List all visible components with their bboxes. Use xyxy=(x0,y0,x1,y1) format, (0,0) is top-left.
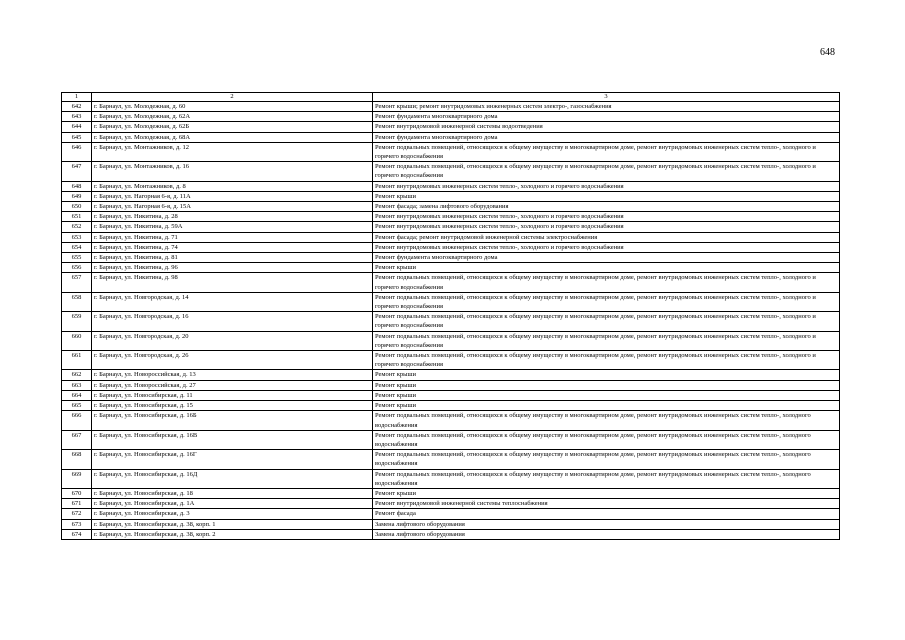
table-row xyxy=(62,430,840,449)
row-number-cell: 667 xyxy=(62,430,92,449)
row-number-cell: 645 xyxy=(62,132,92,142)
work-type-cell: Ремонт внутридомовой инженерной системы теплоснабжения xyxy=(373,499,840,509)
table-row xyxy=(62,292,840,311)
work-type-cell: Ремонт фундамента многоквартирного дома xyxy=(373,112,840,122)
work-type-cell: Ремонт крыши xyxy=(373,488,840,498)
address-cell: г. Барнаул, ул. Никитина, д. 74 xyxy=(92,242,373,252)
table-row xyxy=(62,181,840,191)
row-number-cell: 647 xyxy=(62,162,92,181)
address-cell: г. Барнаул, ул. Новгородская, д. 20 xyxy=(92,331,373,350)
table-row xyxy=(62,222,840,232)
address-cell: г. Барнаул, ул. Нагорная 6-я, д. 15А xyxy=(92,202,373,212)
row-number-cell: 654 xyxy=(62,242,92,252)
row-number-cell: 648 xyxy=(62,181,92,191)
work-type-cell: Ремонт внутридомовых инженерных систем тепло-, холодного и горячего водоснабжения xyxy=(373,181,840,191)
row-number-cell: 659 xyxy=(62,312,92,331)
work-type-cell: Ремонт внутридомовых инженерных систем тепло-, холодного и горячего водоснабжения xyxy=(373,212,840,222)
work-type-cell: Ремонт внутридомовых инженерных систем тепло-, холодного и горячего водоснабжения xyxy=(373,242,840,252)
work-type-cell: Ремонт подвальных помещений, относящихся к общему имуществу в многоквартирном доме, ремонт внутридомовых инженерных систем тепло-, холодного и горячего водоснабжения xyxy=(373,162,840,181)
table-row xyxy=(62,132,840,142)
table-row xyxy=(62,212,840,222)
address-cell: г. Барнаул, ул. Новосибирская, д. 38, корп. 2 xyxy=(92,529,373,539)
column-header-1: 1 xyxy=(62,93,92,102)
table-body xyxy=(62,102,840,540)
address-cell: г. Барнаул, ул. Молодежная, д. 62Б xyxy=(92,122,373,132)
row-number-cell: 643 xyxy=(62,112,92,122)
work-type-cell: Ремонт фасада; замена лифтового оборудования xyxy=(373,202,840,212)
work-type-cell: Ремонт подвальных помещений, относящихся к общему имуществу в многоквартирном доме, ремонт внутридомовых инженерных систем тепло-, холодного и горячего водоснабжения xyxy=(373,312,840,331)
address-cell: г. Барнаул, ул. Новосибирская, д. 38, корп. 1 xyxy=(92,519,373,529)
work-type-cell: Ремонт фасада xyxy=(373,509,840,519)
table-row xyxy=(62,162,840,181)
row-number-cell: 662 xyxy=(62,370,92,380)
table-row xyxy=(62,253,840,263)
address-cell: г. Барнаул, ул. Монтажников, д. 12 xyxy=(92,142,373,161)
work-type-cell: Ремонт подвальных помещений, относящихся к общему имуществу в многоквартирном доме, ремонт внутридомовых инженерных систем тепло-, холодного водоснабжения xyxy=(373,430,840,449)
address-cell: г. Барнаул, ул. Новосибирская, д. 18 xyxy=(92,488,373,498)
table-row xyxy=(62,122,840,132)
row-number-cell: 656 xyxy=(62,263,92,273)
address-cell: г. Барнаул, ул. Новосибирская, д. 16Г xyxy=(92,450,373,469)
work-type-cell: Ремонт подвальных помещений, относящихся к общему имуществу в многоквартирном доме, ремонт внутридомовых инженерных систем тепло-, холодного водоснабжения xyxy=(373,469,840,488)
row-number-cell: 658 xyxy=(62,292,92,311)
address-cell: г. Барнаул, ул. Новосибирская, д. 15 xyxy=(92,401,373,411)
address-cell: г. Барнаул, ул. Никитина, д. 71 xyxy=(92,232,373,242)
work-type-cell: Ремонт подвальных помещений, относящихся к общему имуществу в многоквартирном доме, ремонт внутридомовых инженерных систем тепло-, холодного водоснабжения xyxy=(373,450,840,469)
row-number-cell: 653 xyxy=(62,232,92,242)
row-number-cell: 652 xyxy=(62,222,92,232)
address-cell: г. Барнаул, ул. Монтажников, д. 16 xyxy=(92,162,373,181)
address-cell: г. Барнаул, ул. Молодежная, д. 60 xyxy=(92,102,373,112)
row-number-cell: 650 xyxy=(62,202,92,212)
work-type-cell: Ремонт подвальных помещений, относящихся к общему имуществу в многоквартирном доме, ремонт внутридомовых инженерных систем тепло-, холодного водоснабжения xyxy=(373,411,840,430)
table-row xyxy=(62,191,840,201)
row-number-cell: 669 xyxy=(62,469,92,488)
table-row xyxy=(62,401,840,411)
work-type-cell: Ремонт подвальных помещений, относящихся к общему имуществу в многоквартирном доме, ремонт внутридомовых инженерных систем тепло-, холодного и горячего водоснабжения xyxy=(373,292,840,311)
work-type-cell: Ремонт подвальных помещений, относящихся к общему имуществу в многоквартирном доме, ремонт внутридомовых инженерных систем тепло-, холодного и горячего водоснабжения xyxy=(373,142,840,161)
table-row xyxy=(62,202,840,212)
address-cell: г. Барнаул, ул. Никитина, д. 96 xyxy=(92,263,373,273)
work-type-cell: Ремонт подвальных помещений, относящихся к общему имуществу в многоквартирном доме, ремонт внутридомовых инженерных систем тепло-, холодного и горячего водоснабжения xyxy=(373,351,840,370)
table-row xyxy=(62,390,840,400)
work-type-cell: Ремонт внутридомовой инженерной системы водоотведения xyxy=(373,122,840,132)
work-type-cell: Ремонт подвальных помещений, относящихся к общему имуществу в многоквартирном доме, ремонт внутридомовых инженерных систем тепло-, холодного и горячего водоснабжения xyxy=(373,331,840,350)
table-row xyxy=(62,370,840,380)
table-row xyxy=(62,411,840,430)
table-row xyxy=(62,242,840,252)
address-cell: г. Барнаул, ул. Новороссийская, д. 13 xyxy=(92,370,373,380)
table-row xyxy=(62,519,840,529)
address-cell: г. Барнаул, ул. Новосибирская, д. 11 xyxy=(92,390,373,400)
work-type-cell: Ремонт крыши; ремонт внутридомовых инженерных систем электро-, газоснабжения xyxy=(373,102,840,112)
row-number-cell: 674 xyxy=(62,529,92,539)
table-row xyxy=(62,102,840,112)
table-row xyxy=(62,263,840,273)
work-type-cell: Ремонт фасада; ремонт внутридомовой инженерной системы электроснабжения xyxy=(373,232,840,242)
work-type-cell: Замена лифтового оборудования xyxy=(373,519,840,529)
address-cell: г. Барнаул, ул. Новосибирская, д. 16Б xyxy=(92,411,373,430)
row-number-cell: 660 xyxy=(62,331,92,350)
row-number-cell: 661 xyxy=(62,351,92,370)
repair-table xyxy=(61,92,840,540)
table-row xyxy=(62,351,840,370)
table-row xyxy=(62,509,840,519)
column-header-2: 2 xyxy=(92,93,373,102)
table-row xyxy=(62,450,840,469)
address-cell: г. Барнаул, ул. Молодежная, д. 62А xyxy=(92,112,373,122)
work-type-cell: Ремонт подвальных помещений, относящихся к общему имуществу в многоквартирном доме, ремонт внутридомовых инженерных систем тепло-, холодного и горячего водоснабжения xyxy=(373,273,840,292)
table-row xyxy=(62,380,840,390)
row-number-cell: 670 xyxy=(62,488,92,498)
row-number-cell: 663 xyxy=(62,380,92,390)
address-cell: г. Барнаул, ул. Новгородская, д. 14 xyxy=(92,292,373,311)
address-cell: г. Барнаул, ул. Монтажников, д. 8 xyxy=(92,181,373,191)
row-number-cell: 673 xyxy=(62,519,92,529)
address-cell: г. Барнаул, ул. Новгородская, д. 26 xyxy=(92,351,373,370)
work-type-cell: Ремонт крыши xyxy=(373,401,840,411)
row-number-cell: 646 xyxy=(62,142,92,161)
address-cell: г. Барнаул, ул. Никитина, д. 28 xyxy=(92,212,373,222)
table-row xyxy=(62,273,840,292)
table-header-row xyxy=(62,93,840,102)
row-number-cell: 671 xyxy=(62,499,92,509)
table-row xyxy=(62,469,840,488)
row-number-cell: 666 xyxy=(62,411,92,430)
table-row xyxy=(62,529,840,539)
table-row xyxy=(62,488,840,498)
address-cell: г. Барнаул, ул. Никитина, д. 81 xyxy=(92,253,373,263)
row-number-cell: 655 xyxy=(62,253,92,263)
row-number-cell: 665 xyxy=(62,401,92,411)
table-row xyxy=(62,112,840,122)
work-type-cell: Ремонт крыши xyxy=(373,263,840,273)
address-cell: г. Барнаул, ул. Нагорная 6-я, д. 11А xyxy=(92,191,373,201)
address-cell: г. Барнаул, ул. Новосибирская, д. 16В xyxy=(92,430,373,449)
address-cell: г. Барнаул, ул. Новосибирская, д. 16Д xyxy=(92,469,373,488)
row-number-cell: 672 xyxy=(62,509,92,519)
work-type-cell: Ремонт фундамента многоквартирного дома xyxy=(373,253,840,263)
row-number-cell: 651 xyxy=(62,212,92,222)
row-number-cell: 657 xyxy=(62,273,92,292)
address-cell: г. Барнаул, ул. Молодежная, д. 68А xyxy=(92,132,373,142)
row-number-cell: 668 xyxy=(62,450,92,469)
work-type-cell: Ремонт крыши xyxy=(373,191,840,201)
work-type-cell: Ремонт крыши xyxy=(373,370,840,380)
table-row xyxy=(62,232,840,242)
table-row xyxy=(62,331,840,350)
row-number-cell: 644 xyxy=(62,122,92,132)
row-number-cell: 642 xyxy=(62,102,92,112)
address-cell: г. Барнаул, ул. Никитина, д. 98 xyxy=(92,273,373,292)
work-type-cell: Замена лифтового оборудования xyxy=(373,529,840,539)
address-cell: г. Барнаул, ул. Новосибирская, д. 3 xyxy=(92,509,373,519)
address-cell: г. Барнаул, ул. Новгородская, д. 16 xyxy=(92,312,373,331)
table-row xyxy=(62,142,840,161)
address-cell: г. Барнаул, ул. Новороссийская, д. 27 xyxy=(92,380,373,390)
row-number-cell: 664 xyxy=(62,390,92,400)
work-type-cell: Ремонт внутридомовых инженерных систем тепло-, холодного и горячего водоснабжения xyxy=(373,222,840,232)
page-number: 648 xyxy=(820,47,835,58)
table-row xyxy=(62,499,840,509)
row-number-cell: 649 xyxy=(62,191,92,201)
table-row xyxy=(62,312,840,331)
column-header-3: 3 xyxy=(373,93,840,102)
address-cell: г. Барнаул, ул. Новосибирская, д. 1А xyxy=(92,499,373,509)
work-type-cell: Ремонт фундамента многоквартирного дома xyxy=(373,132,840,142)
work-type-cell: Ремонт крыши xyxy=(373,380,840,390)
address-cell: г. Барнаул, ул. Никитина, д. 59А xyxy=(92,222,373,232)
work-type-cell: Ремонт крыши xyxy=(373,390,840,400)
